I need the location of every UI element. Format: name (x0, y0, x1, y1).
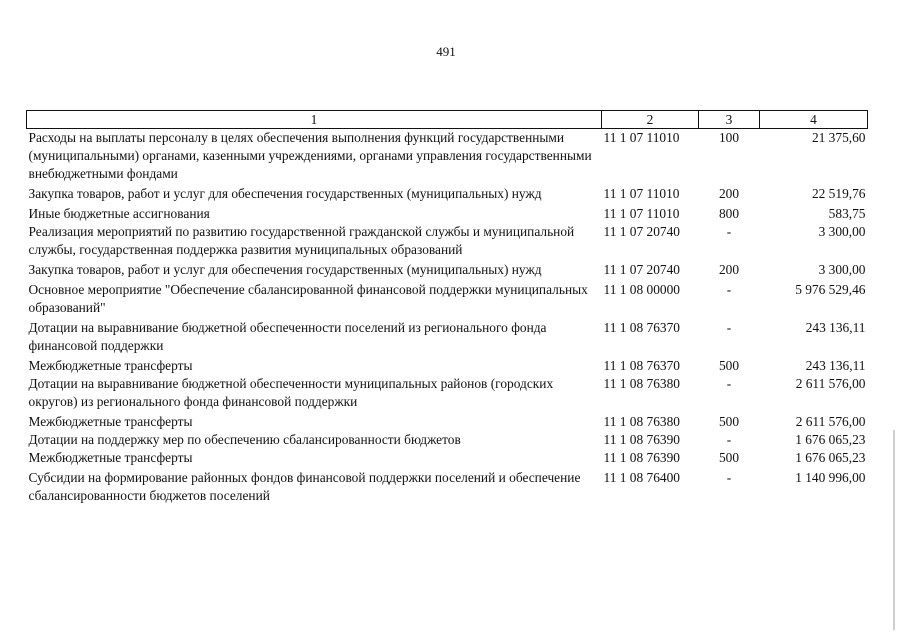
row-expense-type: 800 (718, 206, 740, 221)
table-row (27, 467, 868, 505)
row-sum: 22 519,76 (811, 186, 866, 201)
row-sum: 5 976 529,46 (795, 282, 866, 297)
row-sum: 21 375,60 (811, 130, 866, 145)
row-code: 11 1 08 76370 (603, 358, 680, 373)
header-col-2: 2 (602, 111, 699, 129)
row-code: 11 1 07 20740 (603, 224, 680, 239)
table-row (27, 411, 868, 431)
table-row (27, 259, 868, 279)
row-name: Дотации на выравнивание бюджетной обеспеченности поселений из регионального фонда финансовой поддержки (28, 320, 547, 353)
table-row (27, 129, 868, 184)
row-expense-type: - (726, 320, 732, 335)
header-col-3: 3 (699, 111, 760, 129)
row-sum: 2 611 576,00 (795, 376, 866, 391)
row-expense-type: - (726, 282, 732, 297)
table-row (27, 431, 868, 449)
row-name: Закупка товаров, работ и услуг для обеспечения государственных (муниципальных) нужд (28, 186, 542, 201)
row-expense-type: 100 (718, 130, 740, 145)
row-name: Субсидии на формирование районных фондов финансовой поддержки поселений и обеспечение сбалансированности бюджетов поселений (28, 470, 581, 503)
row-expense-type: 200 (718, 262, 740, 277)
table-row (27, 449, 868, 467)
row-code: 11 1 08 76390 (603, 432, 680, 447)
row-sum: 243 136,11 (805, 320, 866, 335)
row-sum: 1 676 065,23 (795, 450, 866, 465)
row-code: 11 1 08 00000 (603, 282, 680, 297)
row-sum: 3 300,00 (818, 224, 866, 239)
row-expense-type: - (726, 376, 732, 391)
table-row (27, 317, 868, 355)
row-code: 11 1 07 11010 (603, 186, 680, 201)
row-code: 11 1 08 76400 (603, 470, 680, 485)
row-expense-type: 500 (718, 414, 740, 429)
table-body (27, 129, 868, 506)
header-col-4: 4 (760, 111, 868, 129)
table-header (27, 111, 868, 129)
row-expense-type: 500 (718, 358, 740, 373)
row-sum: 1 676 065,23 (795, 432, 866, 447)
row-name: Дотации на поддержку мер по обеспечению сбалансированности бюджетов (28, 432, 461, 447)
row-name: Иные бюджетные ассигнования (28, 206, 210, 221)
row-name: Закупка товаров, работ и услуг для обеспечения государственных (муниципальных) нужд (28, 262, 542, 277)
row-code: 11 1 08 76390 (603, 450, 680, 465)
header-row (27, 111, 868, 129)
row-sum: 2 611 576,00 (795, 414, 866, 429)
row-name: Межбюджетные трансферты (28, 414, 193, 429)
header-col-1: 1 (27, 111, 602, 129)
scan-edge-line (893, 430, 895, 630)
row-sum: 583,75 (828, 206, 866, 221)
row-code: 11 1 08 76370 (603, 320, 680, 335)
row-expense-type: 200 (718, 186, 740, 201)
table-row (27, 183, 868, 203)
row-expense-type: - (726, 470, 732, 485)
row-name: Межбюджетные трансферты (28, 358, 193, 373)
budget-table (26, 110, 868, 505)
table-row (27, 279, 868, 317)
row-code: 11 1 07 20740 (603, 262, 680, 277)
row-name: Межбюджетные трансферты (28, 450, 193, 465)
table-row (27, 203, 868, 223)
page-number: 491 (436, 44, 456, 59)
table-row (27, 375, 868, 411)
row-sum: 3 300,00 (818, 262, 866, 277)
table-row (27, 223, 868, 259)
row-expense-type: - (726, 432, 732, 447)
row-sum: 243 136,11 (805, 358, 866, 373)
row-code: 11 1 07 11010 (603, 130, 680, 145)
row-expense-type: - (726, 224, 732, 239)
row-code: 11 1 08 76380 (603, 376, 680, 391)
row-code: 11 1 08 76380 (603, 414, 680, 429)
table-row (27, 355, 868, 375)
row-sum: 1 140 996,00 (795, 470, 866, 485)
row-expense-type: 500 (718, 450, 740, 465)
row-name: Дотации на выравнивание бюджетной обеспеченности муниципальных районов (городских округов) из регионального фонда финансовой поддержки (28, 376, 554, 409)
row-name: Реализация мероприятий по развитию государственной гражданской службы и муниципальной службы, государственная поддержка развития муниципальных образований (28, 224, 575, 257)
row-name: Основное мероприятие "Обеспечение сбалансированной финансовой поддержки муниципальных образований" (28, 282, 588, 315)
row-name: Расходы на выплаты персоналу в целях обеспечения выполнения функций государственными (муниципальными) органами, казенными учреждениями, органами управления государственными внебюджетными фондами (28, 130, 592, 181)
row-code: 11 1 07 11010 (603, 206, 680, 221)
